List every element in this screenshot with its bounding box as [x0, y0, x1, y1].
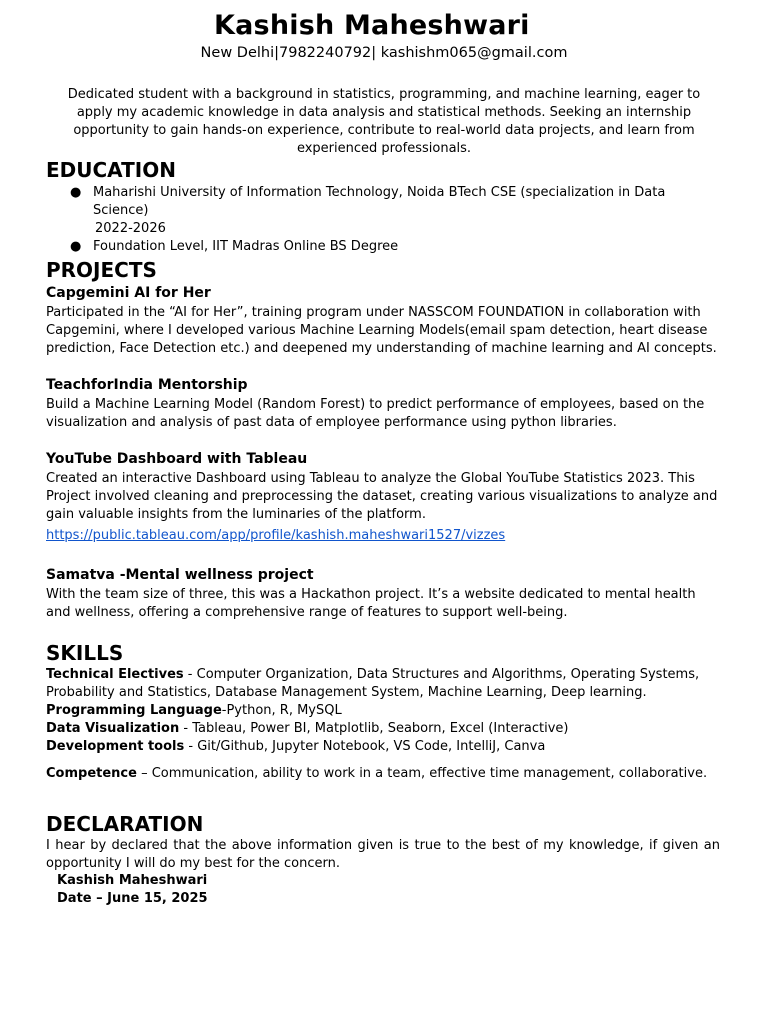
- tableau-profile-link[interactable]: https://public.tableau.com/app/profile/kashish.maheshwari1527/vizzes: [46, 528, 506, 543]
- skill-row: [46, 666, 726, 702]
- project-title: TeachforIndia Mentorship: [46, 377, 248, 393]
- skill-label: Programming Language: [46, 703, 222, 718]
- education-item-line1: Foundation Level, IIT Madras Online BS Degree: [93, 239, 399, 254]
- education-item: [70, 238, 720, 256]
- project-description: With the team size of three, this was a Hackathon project. It’s a website dedicated to mental health and wellness, offering a comprehensive range of features to support well-being.: [46, 587, 696, 620]
- education-list: [70, 184, 720, 256]
- skill-value: Tableau, Power BI, Matplotlib, Seaborn, Excel (Interactive): [192, 721, 569, 736]
- skill-label: Development tools: [46, 739, 185, 754]
- education-item-line2: 2022-2026: [95, 221, 166, 236]
- candidate-name: Kashish Maheshwari: [214, 10, 530, 41]
- project-title: Capgemini AI for Her: [46, 285, 211, 301]
- declaration-heading: DECLARATION: [46, 812, 204, 836]
- skill-value: Python, R, MySQL: [226, 703, 342, 718]
- education-item-line1: Maharishi University of Information Technology, Noida BTech CSE (specialization in Data Science): [93, 185, 666, 218]
- contact-line: New Delhi|7982240792| kashishm065@gmail.com: [200, 45, 568, 61]
- bullet-icon: ●: [70, 239, 82, 254]
- skill-row: [46, 738, 726, 756]
- project-title: Samatva -Mental wellness project: [46, 567, 314, 583]
- skill-value: Computer Organization, Data Structures and Algorithms, Operating Systems, Probability and Statistics, Database Management System, Machine Learning, Deep learning.: [46, 667, 700, 700]
- skills-heading: SKILLS: [46, 641, 124, 665]
- skill-separator: -: [221, 703, 227, 718]
- skill-row: [46, 720, 726, 738]
- skill-row: [46, 765, 726, 783]
- skill-separator: -: [184, 739, 198, 754]
- education-item: [70, 184, 720, 238]
- project-description: Build a Machine Learning Model (Random Forest) to predict performance of employees, based on the visualization and analysis of past data of employee performance using python libraries.: [46, 397, 705, 430]
- project-title: YouTube Dashboard with Tableau: [46, 451, 308, 467]
- projects-heading: PROJECTS: [46, 258, 157, 282]
- skill-label: Data Visualization: [46, 721, 180, 736]
- declaration-text: I hear by declared that the above information given is true to the best of my knowledge, if given an opportunity I will do my best for the concern.: [46, 838, 720, 871]
- education-heading: EDUCATION: [46, 158, 176, 182]
- skill-row: [46, 702, 726, 720]
- signature-name: Kashish Maheshwari: [57, 873, 208, 888]
- bullet-icon: ●: [70, 185, 82, 200]
- summary-paragraph: Dedicated student with a background in statistics, programming, and machine learning, eager to apply my academic knowledge in data analysis and statistical methods. Seeking an internship opportunity to gain hands-on experience, contribute to real-world data projects, and learn from experienced professionals.: [67, 87, 701, 156]
- skill-separator: -: [183, 667, 197, 682]
- skill-label: Competence: [46, 766, 137, 781]
- project-description: Created an interactive Dashboard using Tableau to analyze the Global YouTube Statistics 2023. This Project involved cleaning and preprocessing the dataset, creating various visualizations to analyze and gain valuable insights from the luminaries of the platform.: [46, 471, 718, 522]
- skill-separator: –: [136, 766, 152, 781]
- skill-separator: -: [179, 721, 193, 736]
- skill-label: Technical Electives: [46, 667, 184, 682]
- declaration-date: Date – June 15, 2025: [57, 891, 208, 906]
- skill-value: Git/Github, Jupyter Notebook, VS Code, IntelliJ, Canva: [197, 739, 546, 754]
- skill-value: Communication, ability to work in a team, effective time management, collaborative.: [151, 766, 708, 781]
- project-description: Participated in the “AI for Her”, training program under NASSCOM FOUNDATION in collaboration with Capgemini, where I developed various Machine Learning Models(email spam detection, heart disease prediction, Face Detection etc.) and deepened my understanding of machine learning and AI concepts.: [46, 305, 717, 356]
